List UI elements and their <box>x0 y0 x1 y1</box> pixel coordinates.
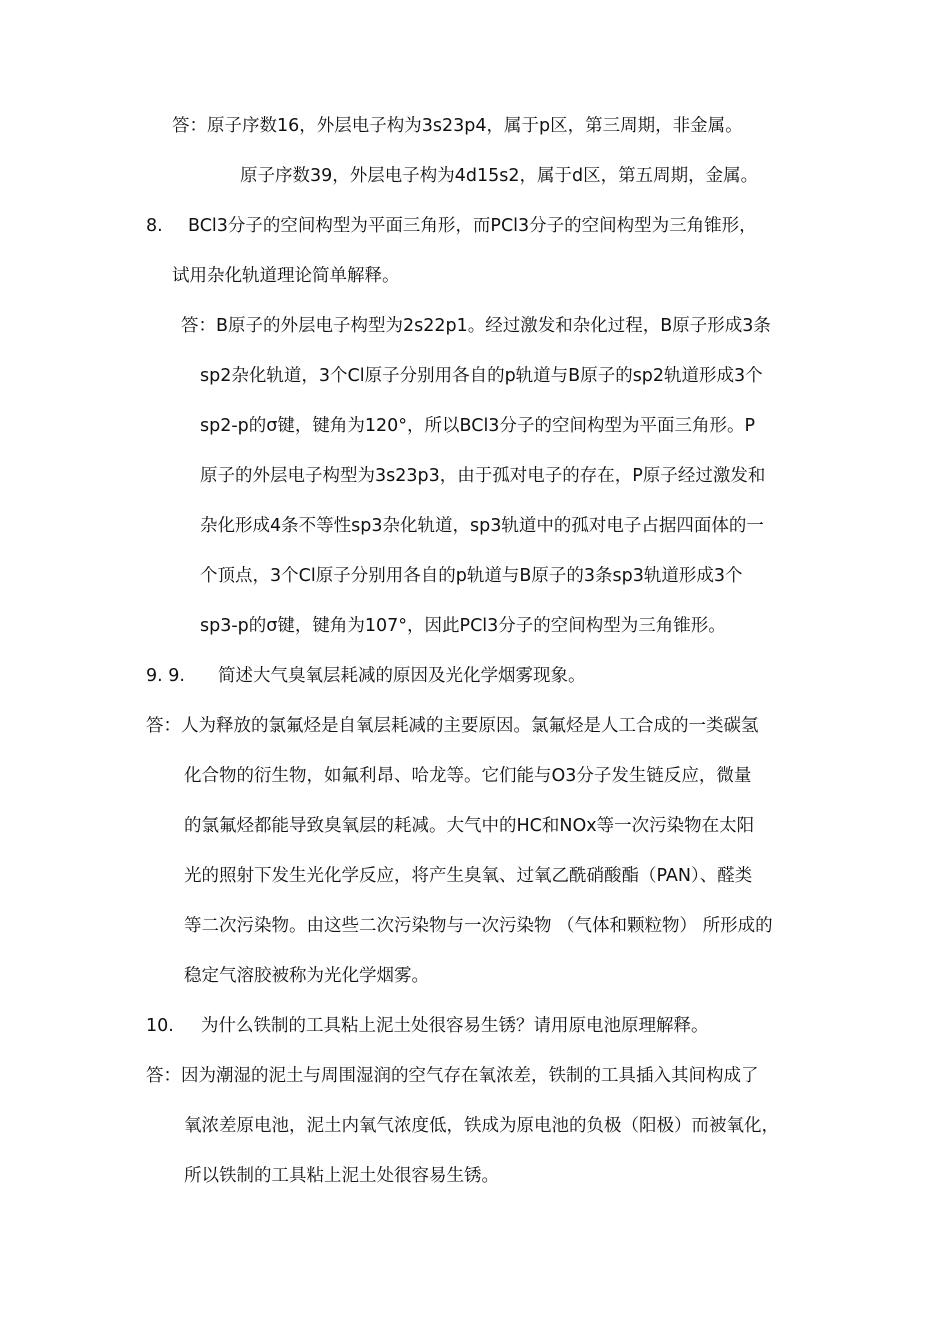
answer-8-line-2: sp2杂化轨道，3个Cl原子分别用各自的p轨道与B原子的sp2轨道形成3个 <box>200 366 763 386</box>
answer-8-line-6: 个顶点，3个Cl原子分别用各自的p轨道与B原子的3条sp3轨道形成3个 <box>200 566 743 586</box>
answer-8-line-4: 原子的外层电子构型为3s23p3，由于孤对电子的存在，P原子经过激发和 <box>200 466 766 486</box>
answer-8-line-5: 杂化形成4条不等性sp3杂化轨道，sp3轨道中的孤对电子占据四面体的一 <box>200 516 764 536</box>
question-9-number: 9. 9. <box>146 666 185 686</box>
answer-9-line-4: 光的照射下发生光化学反应，将产生臭氧、过氧乙酰硝酸酯（PAN）、醛类 <box>184 866 753 886</box>
answer-9-line-5: 等二次污染物。由这些二次污染物与一次污染物 （气体和颗粒物） 所形成的 <box>184 916 773 936</box>
answer-7-line-2: 原子序数39，外层电子构为4d15s2，属于d区，第五周期，金属。 <box>240 166 759 186</box>
answer-7-line-1: 答：原子序数16，外层电子构为3s23p4，属于p区，第三周期，非金属。 <box>172 116 743 136</box>
question-8-line-1: BCl3分子的空间构型为平面三角形，而PCl3分子的空间构型为三角锥形， <box>188 216 757 236</box>
answer-9-line-3: 的氯氟烃都能导致臭氧层的耗减。大气中的HC和NOx等一次污染物在太阳 <box>184 816 755 836</box>
answer-8-line-1: 答：B原子的外层电子构型为2s22p1。经过激发和杂化过程，B原子形成3条 <box>181 316 771 336</box>
question-10-line-1: 为什么铁制的工具粘上泥土处很容易生锈？请用原电池原理解释。 <box>201 1016 709 1036</box>
question-10-number: 10. <box>146 1016 174 1036</box>
answer-10-line-2: 氧浓差原电池，泥土内氧气浓度低，铁成为原电池的负极（阳极）而被氧化， <box>184 1116 779 1136</box>
answer-10-line-3: 所以铁制的工具粘上泥土处很容易生锈。 <box>184 1166 499 1186</box>
answer-9-line-2: 化合物的衍生物，如氟利昂、哈龙等。它们能与O3分子发生链反应，微量 <box>184 766 752 786</box>
answer-9-line-1: 答：人为释放的氯氟烃是自氧层耗减的主要原因。氯氟烃是人工合成的一类碳氢 <box>146 716 759 736</box>
question-8-number: 8. <box>146 216 163 236</box>
answer-9-line-6: 稳定气溶胶被称为光化学烟雾。 <box>184 966 429 986</box>
question-9-line-1: 简述大气臭氧层耗减的原因及光化学烟雾现象。 <box>218 666 586 686</box>
question-8-line-2: 试用杂化轨道理论简单解释。 <box>172 266 400 286</box>
answer-8-line-3: sp2-p的σ键，键角为120°，所以BCl3分子的空间构型为平面三角形。P <box>200 416 755 436</box>
answer-10-line-1: 答：因为潮湿的泥土与周围湿润的空气存在氧浓差，铁制的工具插入其间构成了 <box>146 1066 759 1086</box>
answer-8-line-7: sp3-p的σ键，键角为107°，因此PCl3分子的空间构型为三角锥形。 <box>200 616 726 636</box>
